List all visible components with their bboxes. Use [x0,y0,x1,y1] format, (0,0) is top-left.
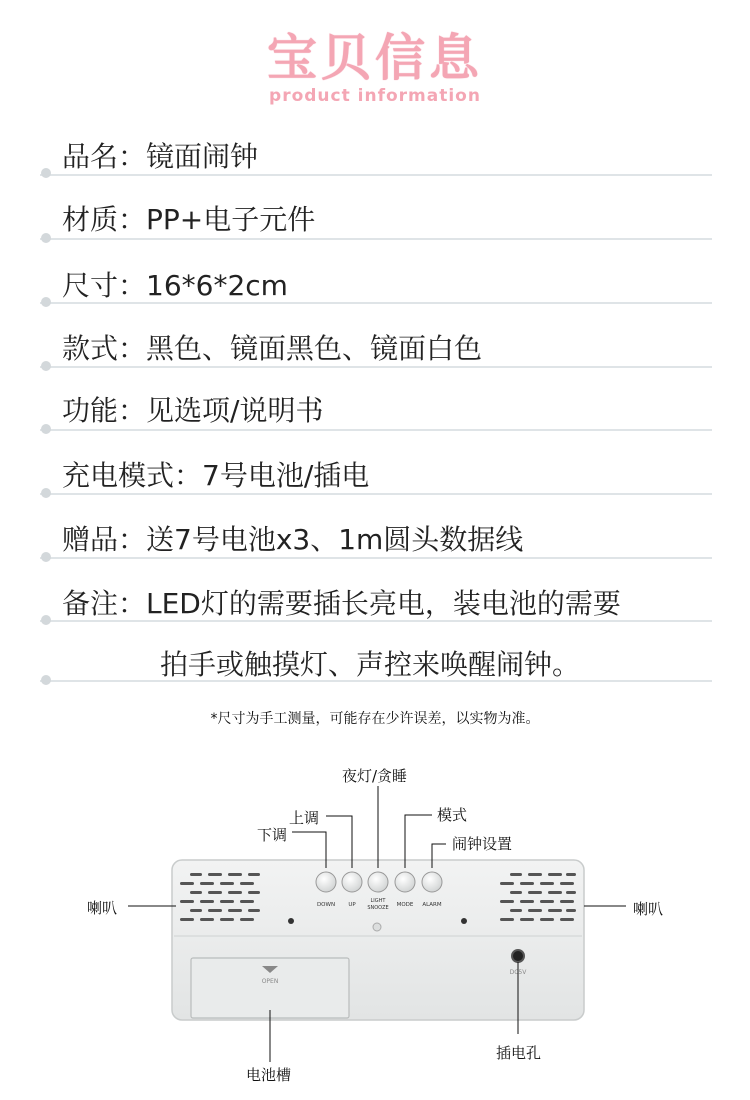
jack-label: DC5V [509,969,527,976]
section-title: 宝贝信息 [267,29,483,87]
button-label-up: UP [348,902,356,908]
callout-mode: 模式 [437,806,468,824]
measurement-note: *尺寸为手工测量，可能存在少许误差，以实物为准。 [210,711,540,727]
callout-alarm-setting: 闹钟设置 [452,835,513,853]
button-light-snooze[interactable] [368,872,388,892]
spec-label: 备注： [62,587,147,620]
button-up[interactable] [342,872,362,892]
button-mode[interactable] [395,872,415,892]
button-label-down: DOWN [316,902,336,908]
callout-night-light-snooze: 夜灯/贪睡 [342,767,408,785]
spec-label: 款式： [62,332,147,365]
spec-value: LED灯的需要插长亮电，装电池的需要 [146,587,621,620]
button-alarm[interactable] [422,872,442,892]
button-label-snooze: SNOOZE [367,905,389,911]
spec-label: 尺寸： [62,269,147,302]
spec-value: 16*6*2cm [146,269,288,302]
section-subtitle: product information [269,86,481,106]
spec-label: 赠品： [62,523,147,556]
spec-value-continuation: 拍手或触摸灯、声控来唤醒闹钟。 [160,648,581,681]
button-down[interactable] [316,872,336,892]
spec-value: PP+电子元件 [146,203,316,236]
spec-value: 镜面闹钟 [146,140,259,173]
spec-label: 品名： [62,140,147,173]
button-label-mode: MODE [396,902,414,908]
callout-power-jack: 插电孔 [496,1044,542,1062]
spec-label: 材质： [62,203,147,236]
callout-speaker-right: 喇叭 [633,900,664,918]
button-label-light: LIGHT [370,898,386,904]
spec-value: 黑色、镜面黑色、镜面白色 [146,332,483,365]
spec-value: 7号电池/插电 [202,459,370,492]
callout-speaker-left: 喇叭 [87,899,118,917]
spec-label: 充电模式： [62,459,203,492]
spec-value: 送7号电池x3、1m圆头数据线 [146,523,524,556]
callout-down: 下调 [257,826,288,844]
button-label-alarm: ALARM [422,902,442,908]
spec-value: 见选项/说明书 [146,394,324,427]
callout-up: 上调 [289,809,320,827]
spec-label: 功能： [62,394,147,427]
cover-open-label: OPEN [261,978,279,985]
power-jack [512,950,524,962]
callout-battery-slot: 电池槽 [246,1066,292,1084]
